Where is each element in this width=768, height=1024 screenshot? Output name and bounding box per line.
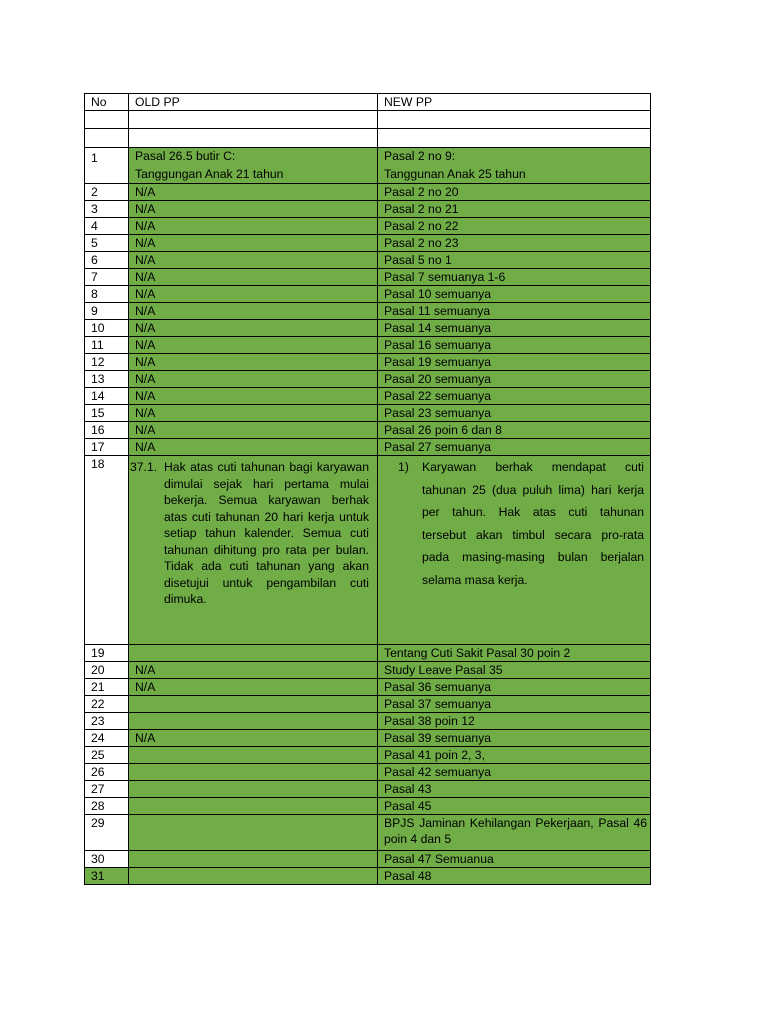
new-pp-cell: Pasal 20 semuanya <box>378 371 651 388</box>
old-pp-line: Tanggungan Anak 21 tahun <box>135 167 284 181</box>
old-pp-cell <box>129 781 378 798</box>
row-number: 16 <box>85 422 129 439</box>
row-number: 20 <box>85 662 129 679</box>
row-number: 2 <box>85 184 129 201</box>
new-pp-cell: Pasal 26 poin 6 dan 8 <box>378 422 651 439</box>
row-number: 27 <box>85 781 129 798</box>
table-row <box>85 868 651 885</box>
new-pp-line: Tanggunan Anak 25 tahun <box>384 167 526 181</box>
old-pp-cell: N/A <box>129 388 378 405</box>
table-row <box>85 747 651 764</box>
old-pp-cell: N/A <box>129 405 378 422</box>
new-pp-cell: Pasal 42 semuanya <box>378 764 651 781</box>
table-row <box>85 354 651 371</box>
comparison-table <box>84 93 651 885</box>
old-pp-cell: N/A <box>129 201 378 218</box>
table-row <box>85 422 651 439</box>
new-pp-line: Pasal 2 no 9: <box>384 149 456 163</box>
row-number: 29 <box>85 815 129 851</box>
table-row <box>85 371 651 388</box>
header-new-pp: NEW PP <box>378 94 651 111</box>
row-number: 25 <box>85 747 129 764</box>
old-pp-cell <box>129 798 378 815</box>
row-number: 24 <box>85 730 129 747</box>
new-pp-cell: Tentang Cuti Sakit Pasal 30 poin 2 <box>378 645 651 662</box>
row-number: 14 <box>85 388 129 405</box>
new-pp-cell: Pasal 36 semuanya <box>378 679 651 696</box>
old-pp-cell <box>129 815 378 851</box>
new-pp-cell: Pasal 23 semuanya <box>378 405 651 422</box>
old-pp-cell <box>129 747 378 764</box>
new-pp-cell: Pasal 37 semuanya <box>378 696 651 713</box>
new-pp-cell <box>378 456 651 645</box>
header-old-pp: OLD PP <box>129 94 378 111</box>
old-pp-cell: N/A <box>129 354 378 371</box>
old-pp-cell: N/A <box>129 218 378 235</box>
row-number: 13 <box>85 371 129 388</box>
row-number: 28 <box>85 798 129 815</box>
new-pp-cell: Pasal 47 Semuanua <box>378 851 651 868</box>
table-row <box>85 405 651 422</box>
row-number: 10 <box>85 320 129 337</box>
old-pp-line: Pasal 26.5 butir C: <box>135 149 236 163</box>
old-pp-cell: N/A <box>129 679 378 696</box>
clause-number: 37.1. <box>130 460 158 474</box>
row-number: 11 <box>85 337 129 354</box>
header-no: No <box>85 94 129 111</box>
row-number: 8 <box>85 286 129 303</box>
old-pp-cell: N/A <box>129 269 378 286</box>
list-number: 1) <box>398 460 409 474</box>
new-pp-cell: Pasal 7 semuanya 1-6 <box>378 269 651 286</box>
old-pp-cell <box>129 868 378 885</box>
new-pp-cell: Study Leave Pasal 35 <box>378 662 651 679</box>
row-number: 5 <box>85 235 129 252</box>
old-pp-cell: N/A <box>129 252 378 269</box>
old-pp-cell <box>129 851 378 868</box>
new-pp-cell: Pasal 27 semuanya <box>378 439 651 456</box>
table-row <box>85 851 651 868</box>
table-row <box>85 320 651 337</box>
table-row <box>85 184 651 201</box>
old-pp-cell: N/A <box>129 371 378 388</box>
row-number: 9 <box>85 303 129 320</box>
new-pp-cell <box>378 815 651 851</box>
table-row <box>85 235 651 252</box>
old-pp-cell <box>129 456 378 645</box>
old-pp-cell: N/A <box>129 730 378 747</box>
new-pp-line: BPJS Jaminan Kehilangan Pekerjaan, Pasal 46 <box>384 816 647 830</box>
row-number: 22 <box>85 696 129 713</box>
new-pp-cell: Pasal 10 semuanya <box>378 286 651 303</box>
clause-text: Karyawan berhak mendapat cuti tahunan 25 (dua puluh lima) hari kerja per tahun. Hak atas cuti tahunan tersebut akan timbul secara pro-rata pada masing-masing bulan berjalan selama masa kerja. <box>422 460 644 587</box>
table-row <box>85 148 651 184</box>
new-pp-cell: Pasal 22 semuanya <box>378 388 651 405</box>
table-row <box>85 286 651 303</box>
old-pp-cell <box>129 713 378 730</box>
table-row <box>85 201 651 218</box>
new-pp-cell: Pasal 19 semuanya <box>378 354 651 371</box>
old-pp-cell: N/A <box>129 184 378 201</box>
row-number: 21 <box>85 679 129 696</box>
old-pp-paragraph <box>130 456 377 608</box>
new-pp-cell: Pasal 45 <box>378 798 651 815</box>
row-number: 23 <box>85 713 129 730</box>
table-row <box>85 337 651 354</box>
row-number: 1 <box>85 148 129 184</box>
table-row <box>85 730 651 747</box>
new-pp-cell: Pasal 2 no 22 <box>378 218 651 235</box>
table-row <box>85 662 651 679</box>
old-pp-cell: N/A <box>129 337 378 354</box>
old-pp-cell: N/A <box>129 303 378 320</box>
table-row <box>85 764 651 781</box>
old-pp-cell: N/A <box>129 662 378 679</box>
table-row <box>85 269 651 286</box>
new-pp-cell: Pasal 41 poin 2, 3, <box>378 747 651 764</box>
table-row <box>85 679 651 696</box>
old-pp-cell: N/A <box>129 422 378 439</box>
table-row <box>85 798 651 815</box>
row-number: 4 <box>85 218 129 235</box>
old-pp-cell <box>129 645 378 662</box>
old-pp-cell: N/A <box>129 235 378 252</box>
table-row <box>85 218 651 235</box>
row-number: 15 <box>85 405 129 422</box>
row-number: 3 <box>85 201 129 218</box>
new-pp-cell: Pasal 43 <box>378 781 651 798</box>
blank-row <box>85 111 651 129</box>
row-number: 18 <box>85 456 129 645</box>
new-pp-cell <box>378 148 651 184</box>
table-row <box>85 439 651 456</box>
new-pp-cell: Pasal 2 no 23 <box>378 235 651 252</box>
row-number: 6 <box>85 252 129 269</box>
header-row <box>85 94 651 111</box>
old-pp-cell <box>129 764 378 781</box>
old-pp-cell <box>129 696 378 713</box>
new-pp-cell: Pasal 39 semuanya <box>378 730 651 747</box>
new-pp-paragraph <box>378 456 650 591</box>
row-number: 31 <box>85 868 129 885</box>
new-pp-line: poin 4 dan 5 <box>384 832 452 846</box>
table-row <box>85 456 651 645</box>
old-pp-cell <box>129 148 378 184</box>
table-row <box>85 815 651 851</box>
row-number: 7 <box>85 269 129 286</box>
row-number: 17 <box>85 439 129 456</box>
row-number: 19 <box>85 645 129 662</box>
new-pp-cell: Pasal 2 no 21 <box>378 201 651 218</box>
row-number: 30 <box>85 851 129 868</box>
old-pp-cell: N/A <box>129 439 378 456</box>
new-pp-cell: Pasal 38 poin 12 <box>378 713 651 730</box>
new-pp-cell: Pasal 16 semuanya <box>378 337 651 354</box>
clause-text: Hak atas cuti tahunan bagi karyawan dimulai sejak hari pertama mulai bekerja. Semua karyawan berhak atas cuti tahunan 20 hari kerja untuk setiap tahun kalender. Semua cuti tahunan dihitung pro rata per bulan. Tidak ada cuti tahunan yang akan disetujui untuk pengambilan cuti dimuka. <box>164 460 369 606</box>
table-row <box>85 645 651 662</box>
new-pp-cell: Pasal 5 no 1 <box>378 252 651 269</box>
table-row <box>85 388 651 405</box>
new-pp-cell: Pasal 14 semuanya <box>378 320 651 337</box>
row-number: 12 <box>85 354 129 371</box>
new-pp-cell: Pasal 11 semuanya <box>378 303 651 320</box>
new-pp-cell: Pasal 2 no 20 <box>378 184 651 201</box>
table-row <box>85 713 651 730</box>
row-number: 26 <box>85 764 129 781</box>
table-row <box>85 781 651 798</box>
old-pp-cell: N/A <box>129 320 378 337</box>
table-row <box>85 303 651 320</box>
old-pp-cell: N/A <box>129 286 378 303</box>
table-row <box>85 696 651 713</box>
blank-row <box>85 129 651 148</box>
table-row <box>85 252 651 269</box>
new-pp-cell: Pasal 48 <box>378 868 651 885</box>
